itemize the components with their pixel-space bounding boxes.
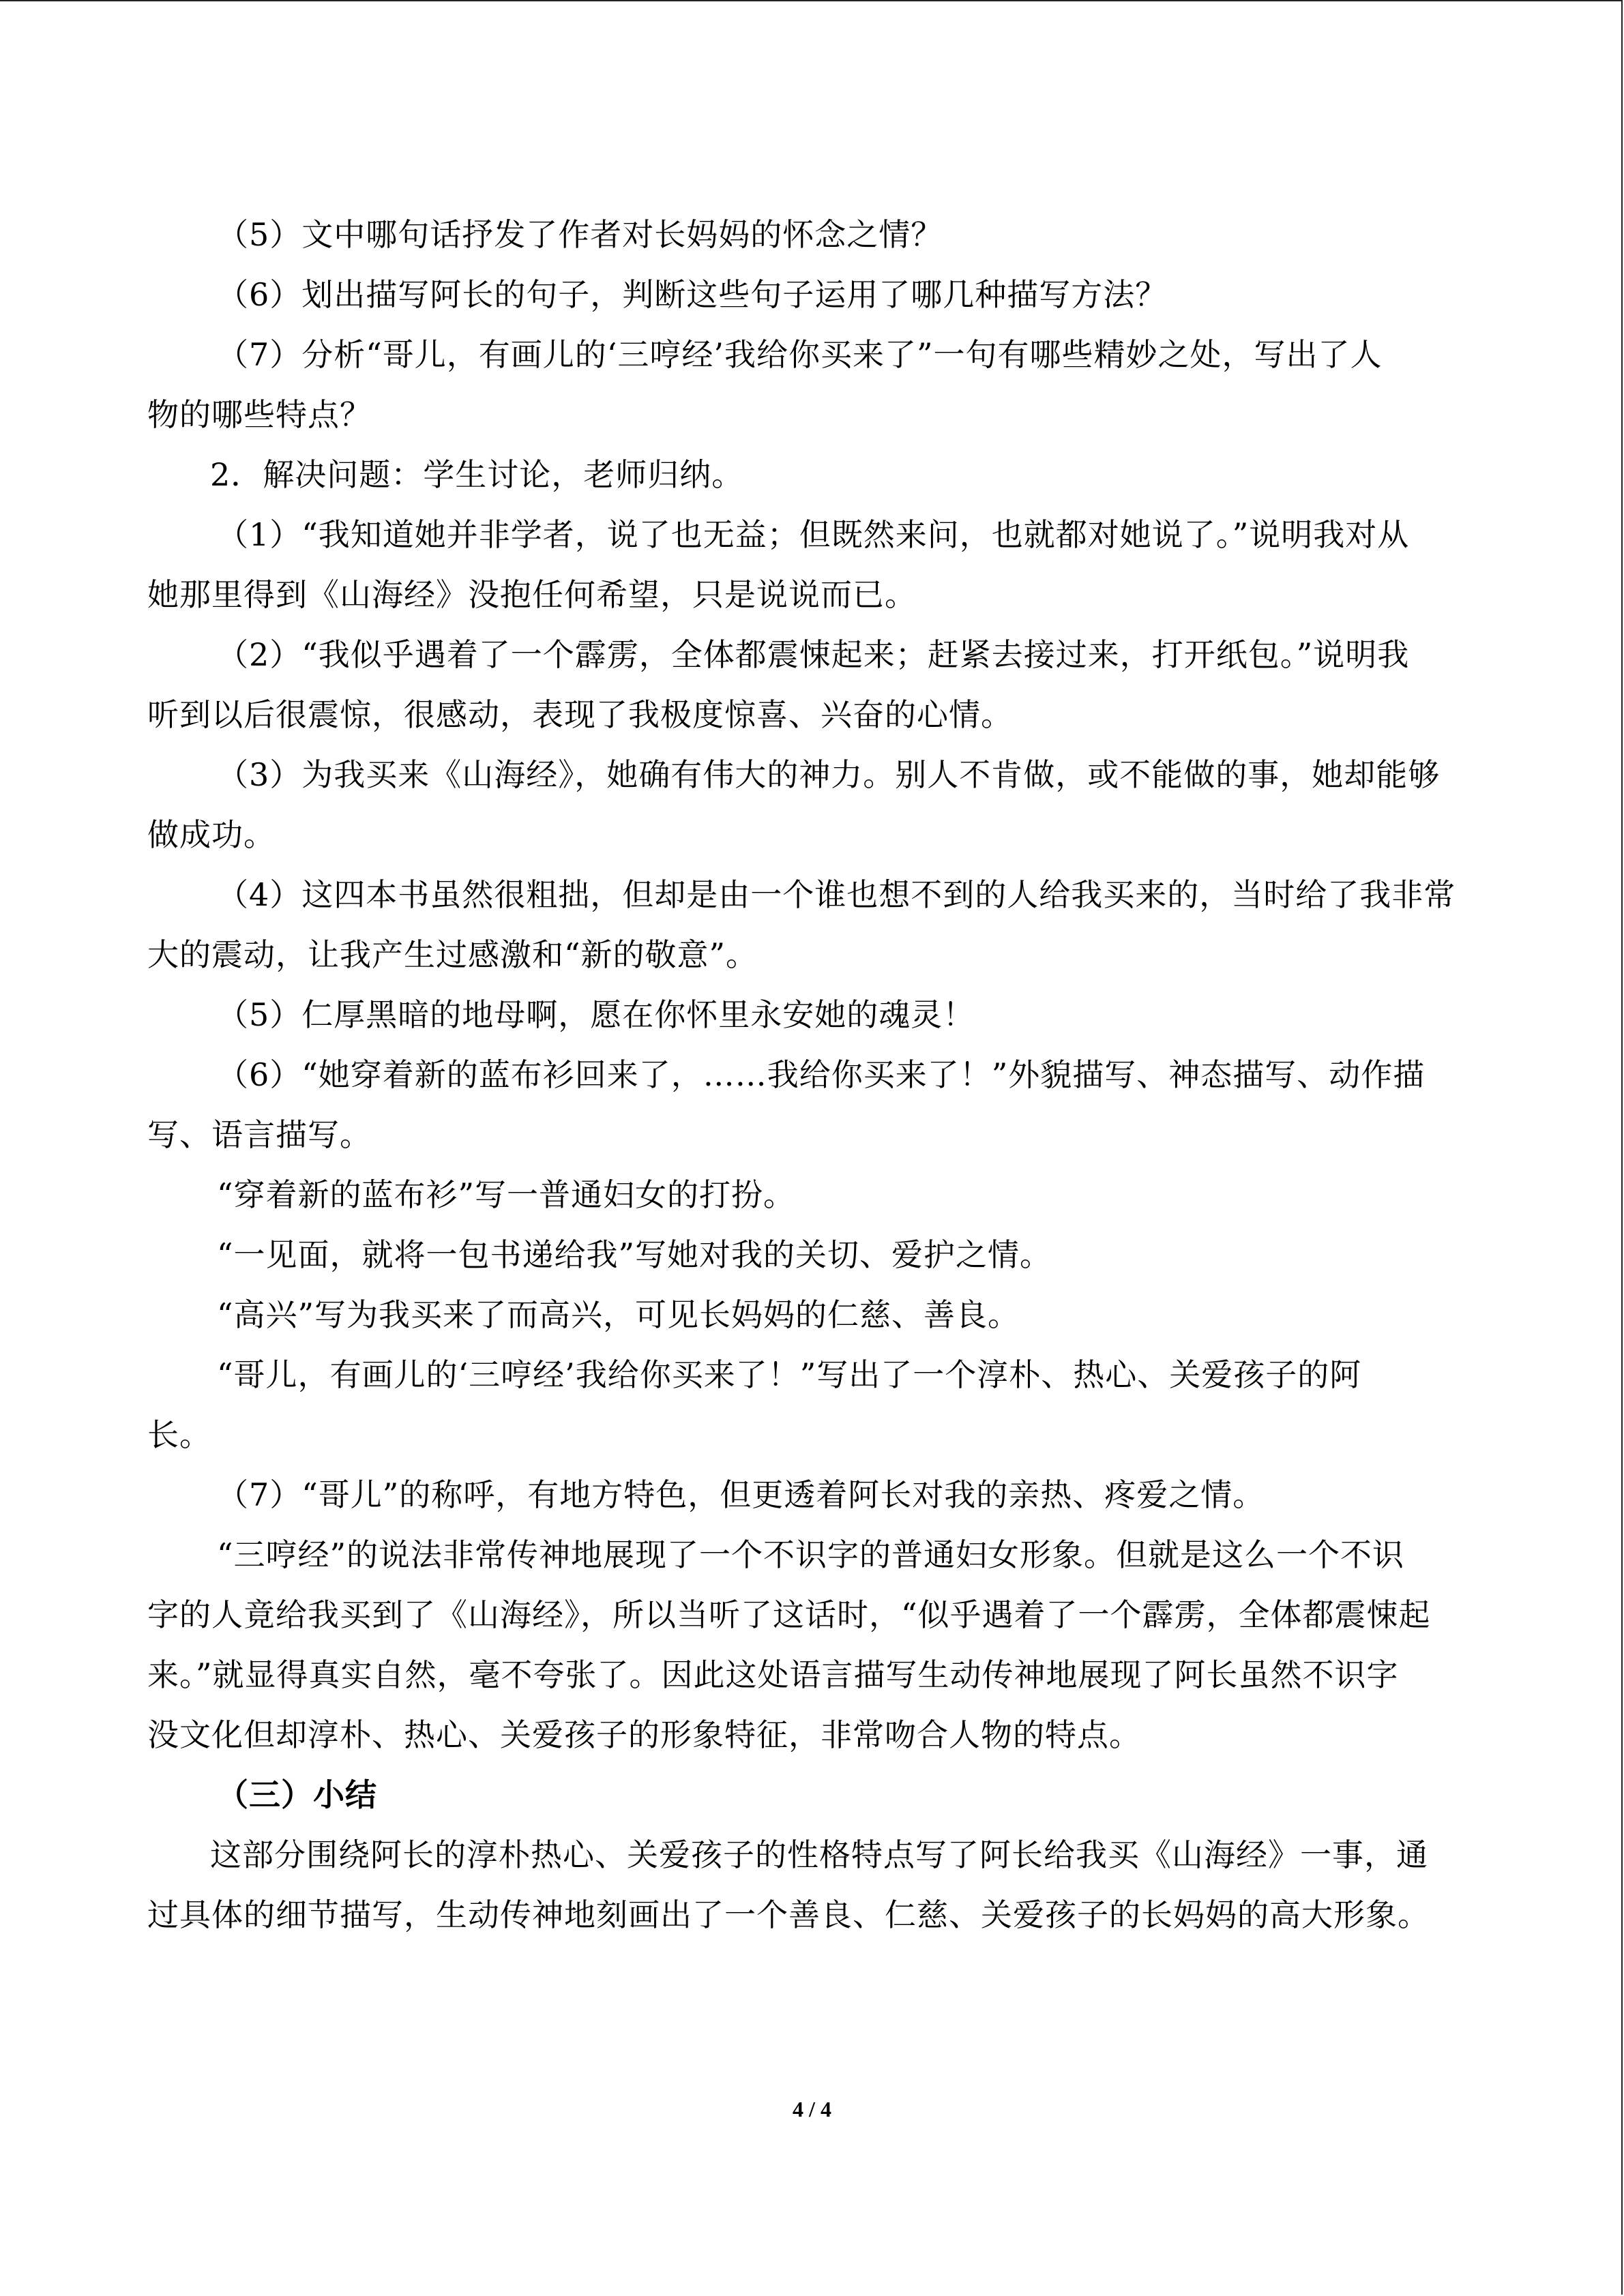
paragraph-line: 这部分围绕阿长的淳朴热心、关爱孩子的性格特点写了阿长给我买《山海经》一事，通 bbox=[210, 1836, 1428, 1873]
paragraph-line: （2）“我似乎遇着了一个霹雳，全体都震悚起来；赶紧去接过来，打开纸包。”说明我 bbox=[217, 636, 1410, 673]
paragraph-line: （7）分析“哥儿，有画儿的‘三哼经’我给你买来了”一句有哪些精妙之处，写出了人 bbox=[217, 336, 1383, 373]
paragraph-line: 她那里得到《山海经》没抱任何希望，只是说说而已。 bbox=[147, 576, 917, 613]
paragraph-line: 做成功。 bbox=[147, 816, 276, 853]
paragraph-line: “穿着新的蓝布衫”写一普通妇女的打扮。 bbox=[217, 1176, 796, 1213]
paragraph-line: （6）“她穿着新的蓝布衫回来了，……我给你买来了！”外貌描写、神态描写、动作描 bbox=[217, 1056, 1426, 1093]
paragraph-line: 大的震动，让我产生过感激和“新的敬意”。 bbox=[147, 936, 758, 973]
paragraph-line: （5）文中哪句话抒发了作者对长妈妈的怀念之情？ bbox=[217, 216, 943, 253]
paragraph-line: 物的哪些特点？ bbox=[147, 396, 372, 433]
paragraph-line: （1）“我知道她并非学者，说了也无益；但既然来问，也就都对她说了。”说明我对从 bbox=[217, 516, 1410, 553]
paragraph-line: 长。 bbox=[147, 1416, 211, 1453]
paragraph-line: 写、语言描写。 bbox=[147, 1116, 372, 1153]
section-heading: （三）小结 bbox=[217, 1776, 377, 1813]
paragraph-line: “一见面，就将一包书递给我”写她对我的关切、爱护之情。 bbox=[217, 1236, 1052, 1273]
paragraph-line: 字的人竟给我买到了《山海经》，所以当听了这话时，“似乎遇着了一个霹雳，全体都震悚起 bbox=[147, 1596, 1431, 1633]
paragraph-line: 来。”就显得真实自然，毫不夸张了。因此这处语言描写生动传神地展现了阿长虽然不识字 bbox=[147, 1656, 1399, 1693]
paragraph-line: 过具体的细节描写，生动传神地刻画出了一个善良、仁慈、关爱孩子的长妈妈的高大形象。 bbox=[147, 1896, 1430, 1933]
paragraph-line: （7）“哥儿”的称呼，有地方特色，但更透着阿长对我的亲热、疼爱之情。 bbox=[217, 1476, 1265, 1513]
paragraph-line: “哥儿，有画儿的‘三哼经’我给你买来了！”写出了一个淳朴、热心、关爱孩子的阿 bbox=[217, 1356, 1362, 1393]
paragraph-line: 2．解决问题：学生讨论，老师归纳。 bbox=[210, 456, 744, 493]
paragraph-line: （6）划出描写阿长的句子，判断这些句子运用了哪几种描写方法？ bbox=[217, 276, 1168, 313]
paragraph-line: “三哼经”的说法非常传神地展现了一个不识字的普通妇女形象。但就是这么一个不识 bbox=[217, 1536, 1405, 1573]
paragraph-line: “高兴”写为我买来了而高兴，可见长妈妈的仁慈、善良。 bbox=[217, 1296, 1020, 1333]
page-number: 4 / 4 bbox=[793, 2097, 831, 2121]
paragraph-line: （3）为我买来《山海经》，她确有伟大的神力。别人不肯做，或不能做的事，她却能够 bbox=[217, 756, 1441, 793]
paragraph-line: 没文化但却淳朴、热心、关爱孩子的形象特征，非常吻合人物的特点。 bbox=[147, 1716, 1141, 1753]
paragraph-line: （4）这四本书虽然很粗拙，但却是由一个谁也想不到的人给我买来的，当时给了我非常 bbox=[217, 876, 1456, 913]
paragraph-line: （5）仁厚黑暗的地母啊，愿在你怀里永安她的魂灵！ bbox=[217, 996, 975, 1033]
paragraph-line: 听到以后很震惊，很感动，表现了我极度惊喜、兴奋的心情。 bbox=[147, 696, 1013, 733]
